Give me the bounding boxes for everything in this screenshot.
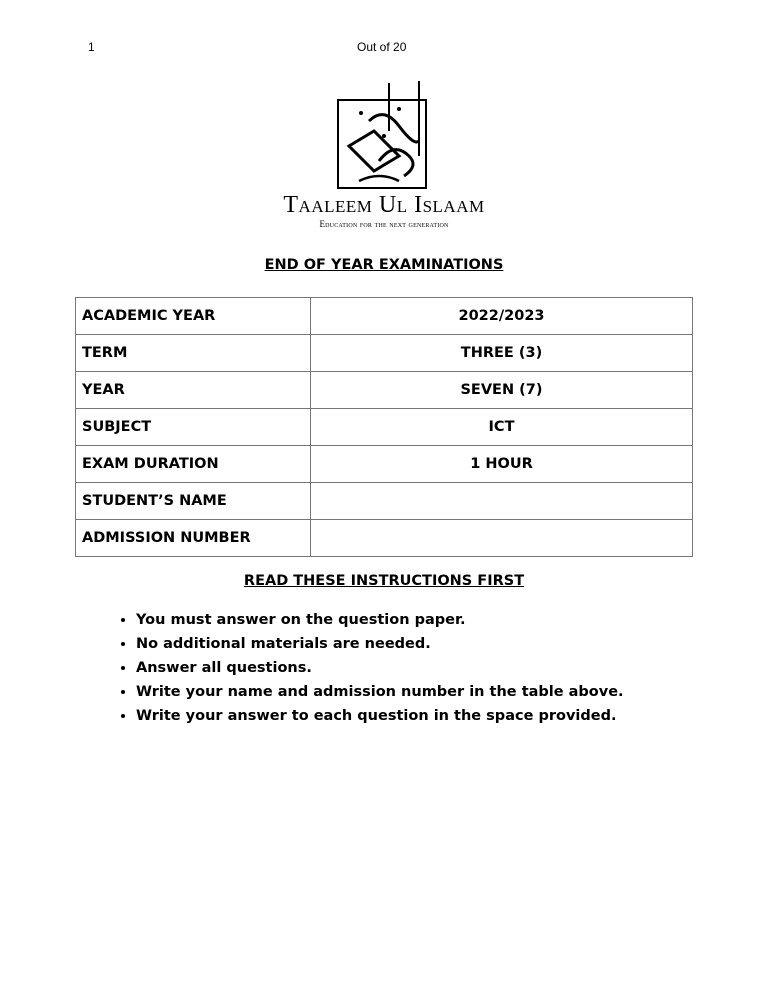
table-row [76, 409, 693, 446]
instruction-item: • Answer all questions. [136, 658, 624, 678]
row-value: THREE (3) [311, 335, 693, 372]
exam-title: END OF YEAR EXAMINATIONS [264, 257, 504, 273]
row-label: STUDENT’S NAME [76, 483, 311, 520]
row-value: 1 HOUR [311, 446, 693, 483]
table-row [76, 298, 693, 335]
row-label: SUBJECT [76, 409, 311, 446]
table-row [76, 446, 693, 483]
table-row [76, 372, 693, 409]
row-label: YEAR [76, 372, 311, 409]
instruction-item: • Write your name and admission number in the table above. [136, 682, 624, 702]
logo-name: Taaleem Ul Islaam [283, 192, 485, 218]
table-row [76, 520, 693, 557]
row-value: 2022/2023 [311, 298, 693, 335]
calligraphy-emblem [337, 99, 427, 189]
instruction-item: • Write your answer to each question in the space provided. [136, 706, 624, 726]
instructions-list [112, 610, 624, 730]
exam-info-table [75, 297, 693, 557]
row-value[interactable] [311, 520, 693, 557]
logo-tagline: Education for the next generation [319, 219, 449, 229]
instruction-item: • No additional materials are needed. [136, 634, 624, 654]
instruction-item: • You must answer on the question paper. [136, 610, 624, 630]
row-label: EXAM DURATION [76, 446, 311, 483]
row-label: ADMISSION NUMBER [76, 520, 311, 557]
row-value[interactable] [311, 483, 693, 520]
page-number: 1 [88, 40, 95, 54]
row-label: TERM [76, 335, 311, 372]
row-value: ICT [311, 409, 693, 446]
total-score: Out of 20 [357, 40, 407, 54]
row-label: ACADEMIC YEAR [76, 298, 311, 335]
table-row [76, 483, 693, 520]
row-value: SEVEN (7) [311, 372, 693, 409]
table-row [76, 335, 693, 372]
instructions-title: READ THESE INSTRUCTIONS FIRST [243, 573, 525, 589]
